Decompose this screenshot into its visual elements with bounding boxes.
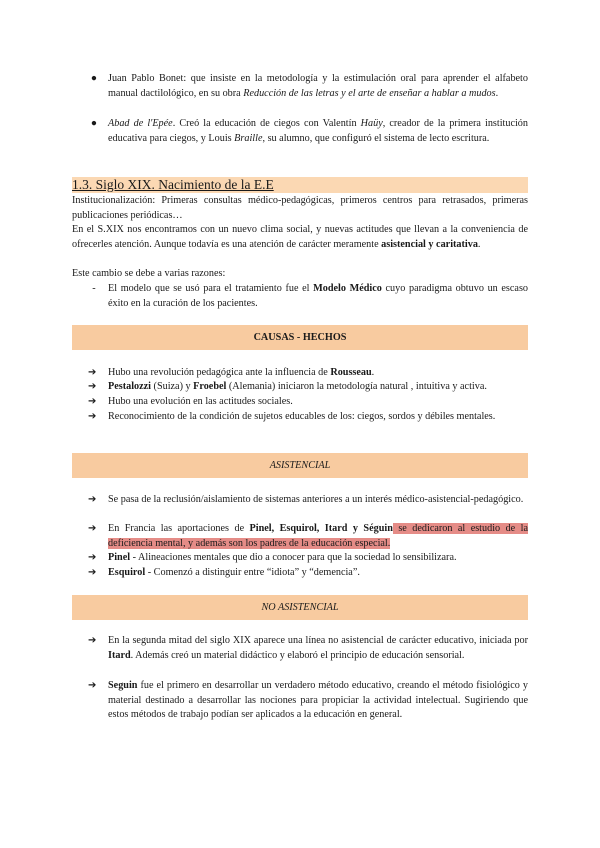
text-run: Froebel xyxy=(193,381,227,392)
text-run: asistencial y caritativa xyxy=(381,238,478,250)
text-run: . Creó la educación de ciegos con Valentín xyxy=(172,118,361,129)
text-run: Esquirol xyxy=(108,567,146,578)
arrow-icon: ➔ xyxy=(88,680,97,691)
text-run: Seguin xyxy=(108,680,138,691)
section-heading xyxy=(72,177,528,193)
arrow-icon: ➔ xyxy=(88,494,97,505)
asistencial-item xyxy=(108,522,528,551)
bullet-dot: ● xyxy=(90,118,98,129)
text-run: cuyo paradigma obtuvo un escaso éxito en la curación de los pacientes. xyxy=(108,283,528,309)
text-run: Pestalozzi xyxy=(108,381,151,392)
arrow-icon: ➔ xyxy=(88,552,97,563)
intro-bullet-epee xyxy=(108,117,528,146)
paragraph-institucionalizacion xyxy=(72,194,528,223)
text-run: En Francia las aportaciones de xyxy=(108,523,250,534)
no-asistencial-item xyxy=(108,634,528,663)
text-run: Institucionalización: Primeras consultas médico-pedagógicas, primeros centros para retrasados, primeras publicaciones periódicas… xyxy=(72,195,528,221)
asistencial-item xyxy=(108,551,528,566)
intro-bullet-bonet xyxy=(108,72,528,101)
arrow-icon: ➔ xyxy=(88,396,97,407)
text-run: Pinel xyxy=(108,552,131,563)
text-run: Hubo una evolución en las actitudes sociales. xyxy=(108,396,293,407)
arrow-icon: ➔ xyxy=(88,635,97,646)
section-heading-text: 1.3. Siglo XIX. Nacimiento de la E.E xyxy=(72,177,274,192)
text-run: Rousseau xyxy=(330,367,372,378)
text-run: , su alumno, que configuró el sistema de lecto escritura. xyxy=(262,132,490,144)
asistencial-item xyxy=(108,493,528,508)
text-run: En la segunda mitad del siglo XIX aparece una línea no asistencial de carácter educativo, iniciada por xyxy=(108,635,528,646)
causas-item xyxy=(108,366,528,381)
text-run: . xyxy=(371,367,375,378)
text-run: (Suiza) y xyxy=(151,381,194,392)
text-run: Reducción de las letras y el arte de enseñar a hablar a mudos xyxy=(243,87,496,99)
text-run: , creador de la primera institución educativa para ciegos, y Louis xyxy=(108,118,528,144)
text-run: Juan Pablo Bonet: que insiste en la metodología y la estimulación oral para aprender el alfabeto manual dactilológico, en su obra xyxy=(108,73,528,99)
arrow-icon: ➔ xyxy=(88,411,97,422)
text-run: Haüy xyxy=(360,118,383,129)
text-run: Se pasa de la reclusión/aislamiento de sistemas anteriores a un interés médico-asistencial-pedagógico. xyxy=(108,494,524,505)
text-run: fue el primero en desarrollar un verdadero método educativo, creando el método fisiológico y material destinado a desarrollar las nociones para propiciar la actividad intelectual. Sugiriendo que estos métodos de trabajo podían ser aplicados a la educación en general. xyxy=(108,680,528,721)
text-run: . xyxy=(477,238,481,250)
band-asistencial: ASISTENCIAL xyxy=(72,453,528,478)
text-run: Hubo una revolución pedagógica ante la influencia de xyxy=(108,367,331,378)
text-run: . Además creó un material didáctico y elaboró el principio de educación sensorial. xyxy=(130,649,465,661)
band-no-asistencial: NO ASISTENCIAL xyxy=(72,595,528,620)
arrow-icon: ➔ xyxy=(88,523,97,534)
text-run: Reconocimiento de la condición de sujetos educables de los: ciegos, sordos y débiles mentales. xyxy=(108,411,496,422)
causas-item xyxy=(108,380,528,395)
bullet-dot: ● xyxy=(90,73,98,84)
text-run: (Alemania) iniciaron la metodología natural , intuitiva y activa. xyxy=(226,381,487,392)
text-run: En el S.XIX nos encontramos con un nuevo clima social, y nuevas actitudes que llevan a la conveniencia de ofrecerles atención. Aunque todavía es una atención de carácter meramente xyxy=(72,224,528,250)
text-run: Este cambio se debe a varias razones: xyxy=(72,268,226,279)
text-run: Abad de l'Epée xyxy=(108,118,173,129)
causas-item xyxy=(108,395,528,410)
band-causas-hechos: CAUSAS - HECHOS xyxy=(72,325,528,350)
text-run: - Comenzó a distinguir entre “idiota” y “demencia”. xyxy=(145,567,360,578)
causas-item xyxy=(108,410,528,425)
text-run: Modelo Médico xyxy=(313,283,382,294)
text-run: Itard xyxy=(108,649,131,661)
text-run: El modelo que se usó para el tratamiento fue el xyxy=(108,283,314,294)
text-run: - Alineaciones mentales que dio a conocer para que la sociedad lo sensibilizara. xyxy=(130,552,457,563)
dash-item-modelo-medico xyxy=(108,282,528,311)
paragraph-siglo-xix xyxy=(72,223,528,252)
arrow-icon: ➔ xyxy=(88,367,97,378)
text-run: Braille xyxy=(234,132,263,144)
paragraph-razones xyxy=(72,267,528,282)
text-run: se dedicaron al estudio de la deficiencia mental, y además son los padres de la educación especial. xyxy=(108,523,529,549)
arrow-icon: ➔ xyxy=(88,381,97,392)
dash-bullet: - xyxy=(92,283,96,294)
asistencial-item xyxy=(108,566,528,581)
no-asistencial-item xyxy=(108,679,528,723)
text-run: . xyxy=(495,87,499,99)
text-run: Pinel, Esquirol, Itard y Séguin xyxy=(249,523,393,534)
arrow-icon: ➔ xyxy=(88,567,97,578)
